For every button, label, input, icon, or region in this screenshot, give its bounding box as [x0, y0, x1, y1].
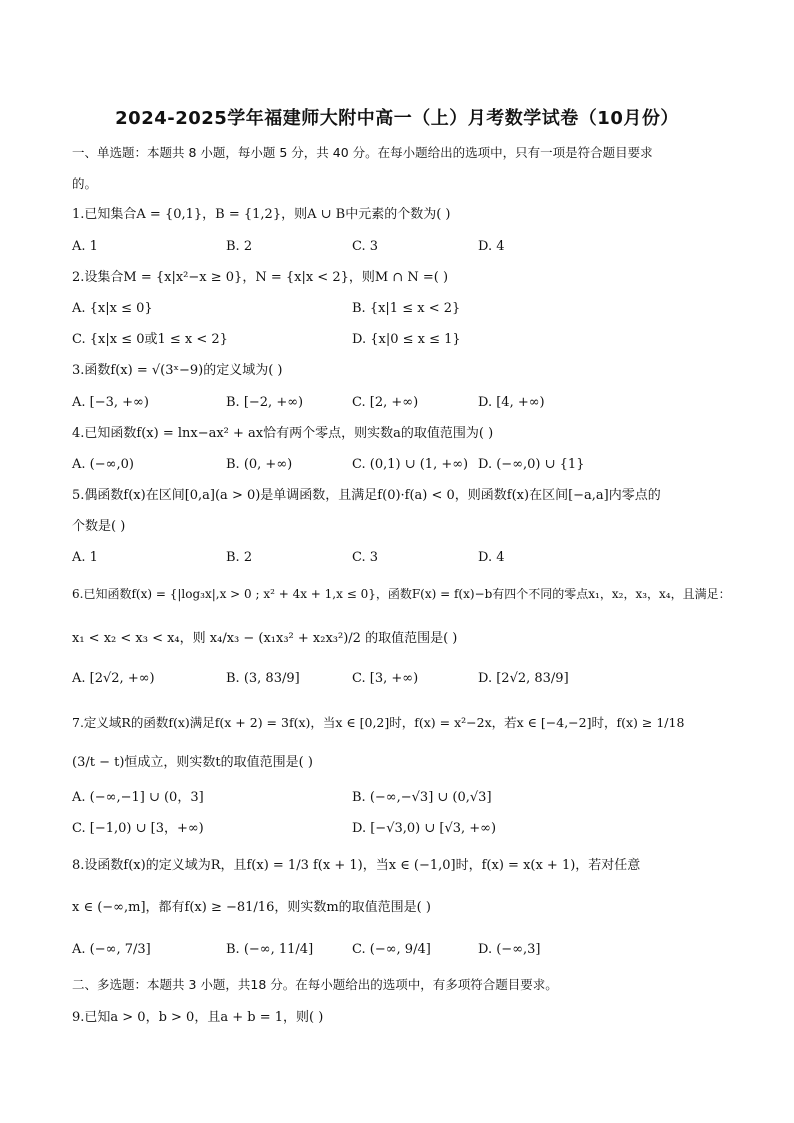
question-7-option-b: B. (−∞,−√3] ∪ (0,√3]	[352, 790, 492, 805]
question-2-option-d: D. {x|0 ≤ x ≤ 1}	[352, 332, 461, 347]
question-7-option-a: A. (−∞,−1] ∪ (0，3]	[72, 790, 204, 805]
question-3-option-d: D. [4, +∞)	[478, 395, 545, 410]
question-8-option-b: B. (−∞, 11/4]	[226, 942, 314, 957]
question-6-stem-cont: x₁ < x₂ < x₃ < x₄，则 x₄/x₃ − (x₁x₃² + x₂x₃²)/2 的取值范围是( )	[72, 631, 458, 646]
question-9-stem: 9.已知a > 0，b > 0，且a + b = 1，则( )	[72, 1010, 324, 1025]
question-1-option-d: D. 4	[478, 239, 505, 254]
question-8-option-d: D. (−∞,3]	[478, 942, 541, 957]
question-7-option-d: D. [−√3,0) ∪ [√3, +∞)	[352, 821, 497, 836]
question-5-option-a: A. 1	[72, 550, 98, 565]
question-8-option-a: A. (−∞, 7/3]	[72, 942, 151, 957]
question-2-option-c: C. {x|x ≤ 0或1 ≤ x < 2}	[72, 332, 228, 347]
question-8-stem-cont: x ∈ (−∞,m]，都有f(x) ≥ −81/16，则实数m的取值范围是( )	[72, 900, 431, 915]
question-2-option-b: B. {x|1 ≤ x < 2}	[352, 301, 461, 316]
question-3-stem: 3.函数f(x) = √(3ˣ−9)的定义域为( )	[72, 363, 283, 378]
question-6-option-d: D. [2√2, 83/9]	[478, 671, 569, 686]
question-3-option-c: C. [2, +∞)	[352, 395, 419, 410]
section-2-heading: 二、多选题：本题共 3 小题，共18 分。在每小题给出的选项中，有多项符合题目要求。	[72, 977, 558, 992]
section-1-heading-cont: 的。	[72, 176, 98, 191]
question-8-stem: 8.设函数f(x)的定义域为R，且f(x) = 1/3 f(x + 1)，当x ∈ (−1,0]时，f(x) = x(x + 1)，若对任意	[72, 858, 641, 873]
question-5-stem: 5.偶函数f(x)在区间[0,a](a > 0)是单调函数，且满足f(0)·f(a) < 0，则函数f(x)在区间[−a,a]内零点的	[72, 488, 661, 503]
question-5-option-c: C. 3	[352, 550, 379, 565]
question-6-option-b: B. (3, 83/9]	[226, 671, 300, 686]
question-5-stem-cont: 个数是( )	[72, 519, 126, 534]
question-5-option-d: D. 4	[478, 550, 505, 565]
question-4-option-c: C. (0,1) ∪ (1, +∞)	[352, 457, 469, 472]
question-8-option-c: C. (−∞, 9/4]	[352, 942, 431, 957]
question-4-option-b: B. (0, +∞)	[226, 457, 293, 472]
question-2-option-a: A. {x|x ≤ 0}	[72, 301, 153, 316]
question-1-option-a: A. 1	[72, 239, 98, 254]
question-7-stem: 7.定义域R的函数f(x)满足f(x + 2) = 3f(x)，当x ∈ [0,2]时，f(x) = x²−2x，若x ∈ [−4,−2]时，f(x) ≥ 1/18	[72, 715, 685, 730]
question-6-option-c: C. [3, +∞)	[352, 671, 419, 686]
question-7-stem-cont: (3/t − t)恒成立，则实数t的取值范围是( )	[72, 755, 313, 770]
question-4-option-d: D. (−∞,0) ∪ {1}	[478, 457, 585, 472]
question-6-option-a: A. [2√2, +∞)	[72, 671, 155, 686]
question-4-option-a: A. (−∞,0)	[72, 457, 134, 472]
question-3-option-b: B. [−2, +∞)	[226, 395, 304, 410]
question-5-option-b: B. 2	[226, 550, 253, 565]
question-1-option-b: B. 2	[226, 239, 253, 254]
exam-title: 2024-2025学年福建师大附中高一（上）月考数学试卷（10月份）	[115, 108, 679, 129]
question-6-stem: 6.已知函数f(x) = {|log₃x|,x > 0 ; x² + 4x + 1,x ≤ 0}，函数F(x) = f(x)−b有四个不同的零点x₁，x₂，x₃，x₄，且满足：	[72, 587, 731, 601]
section-1-heading: 一、单选题：本题共 8 小题，每小题 5 分，共 40 分。在每小题给出的选项中，只有一项是符合题目要求	[72, 145, 653, 160]
question-1-option-c: C. 3	[352, 239, 379, 254]
question-4-stem: 4.已知函数f(x) = lnx−ax² + ax恰有两个零点，则实数a的取值范围为( )	[72, 426, 494, 441]
question-3-option-a: A. [−3, +∞)	[72, 395, 149, 410]
question-7-option-c: C. [−1,0) ∪ [3，+∞)	[72, 821, 204, 836]
question-1-stem: 1.已知集合A = {0,1}，B = {1,2}，则A ∪ B中元素的个数为( )	[72, 207, 451, 222]
question-2-stem: 2.设集合M = {x|x²−x ≥ 0}，N = {x|x < 2}，则M ∩ N =( )	[72, 270, 449, 285]
